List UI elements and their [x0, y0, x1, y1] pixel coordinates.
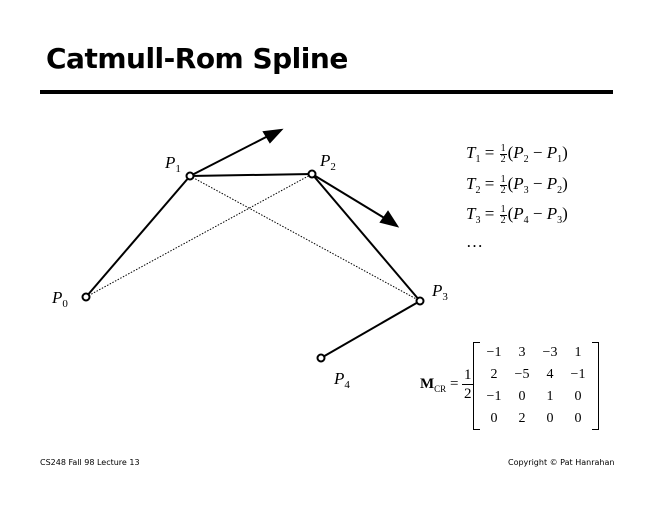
label-p2: $P_2$ [320, 151, 336, 173]
label-p1: $P_1$ [165, 153, 181, 175]
tangent-arrow-t2 [312, 174, 386, 219]
control-point-p1 [187, 173, 194, 180]
matrix-label: $M_{CR}$ = [420, 376, 459, 394]
chord-p1-p3 [190, 176, 420, 301]
footer-course: CS248 Fall 98 Lecture 13 [40, 458, 140, 467]
matrix-cell: 0 [518, 389, 526, 404]
matrix-cell: −1 [570, 367, 586, 382]
matrix-cell: −5 [514, 367, 530, 382]
control-point-p3 [417, 298, 424, 305]
matrix-cell: −1 [486, 389, 502, 404]
matrix-cell: −3 [542, 345, 558, 360]
label-p3: $P_3$ [432, 281, 448, 303]
matrix-cell: −1 [486, 345, 502, 360]
matrix-cell: 2 [490, 367, 498, 382]
segment-p2-p3 [312, 174, 420, 301]
tangent-arrow-t1 [190, 135, 270, 176]
tangent-arrows [190, 130, 397, 226]
ellipsis: … [466, 232, 483, 251]
basis-matrix [473, 342, 599, 430]
segment-p3-p4 [321, 301, 420, 358]
slide-title: Catmull-Rom Spline [46, 42, 348, 75]
control-point-p0 [83, 294, 90, 301]
half-fraction: $\frac{1}{2}$ [500, 142, 506, 165]
arrowhead-t2 [381, 212, 397, 226]
equation-t2: $T_2$ = $\frac{1}{2}$ $(P_3 - P_2)$ [466, 173, 568, 196]
matrix-scale-fraction: 1 2 [464, 367, 472, 402]
control-point-p4 [318, 355, 325, 362]
chord-p0-p2 [86, 174, 312, 297]
half-fraction: $\frac{1}{2}$ [500, 203, 506, 226]
half-fraction: $\frac{1}{2}$ [500, 173, 506, 196]
matrix-cell: 1 [546, 389, 554, 404]
equation-t1: $T_1$ = $\frac{1}{2}$ $(P_2 - P_1)$ [466, 142, 568, 165]
control-polygon [86, 174, 420, 358]
segment-p1-p2 [190, 174, 312, 176]
equation-t3: $T_3$ = $\frac{1}{2}$ $(P_4 - P_3)$ [466, 203, 568, 226]
matrix-cell: 0 [546, 411, 554, 426]
segment-p0-p1 [86, 176, 190, 297]
label-p4: $P_4$ [334, 369, 350, 391]
matrix-cell: 3 [518, 345, 526, 360]
control-points [83, 171, 424, 362]
matrix-cell: 2 [518, 411, 526, 426]
matrix-grid [480, 342, 592, 430]
matrix-cell: 0 [490, 411, 498, 426]
arrowhead-t1 [264, 130, 281, 142]
control-point-p2 [309, 171, 316, 178]
matrix-cell: 1 [574, 345, 582, 360]
matrix-cell: 0 [574, 411, 582, 426]
label-p0: $P_0$ [52, 288, 68, 310]
footer-copyright: Copyright © Pat Hanrahan [508, 458, 615, 467]
matrix-cell: 4 [546, 367, 554, 382]
matrix-cell: 0 [574, 389, 582, 404]
